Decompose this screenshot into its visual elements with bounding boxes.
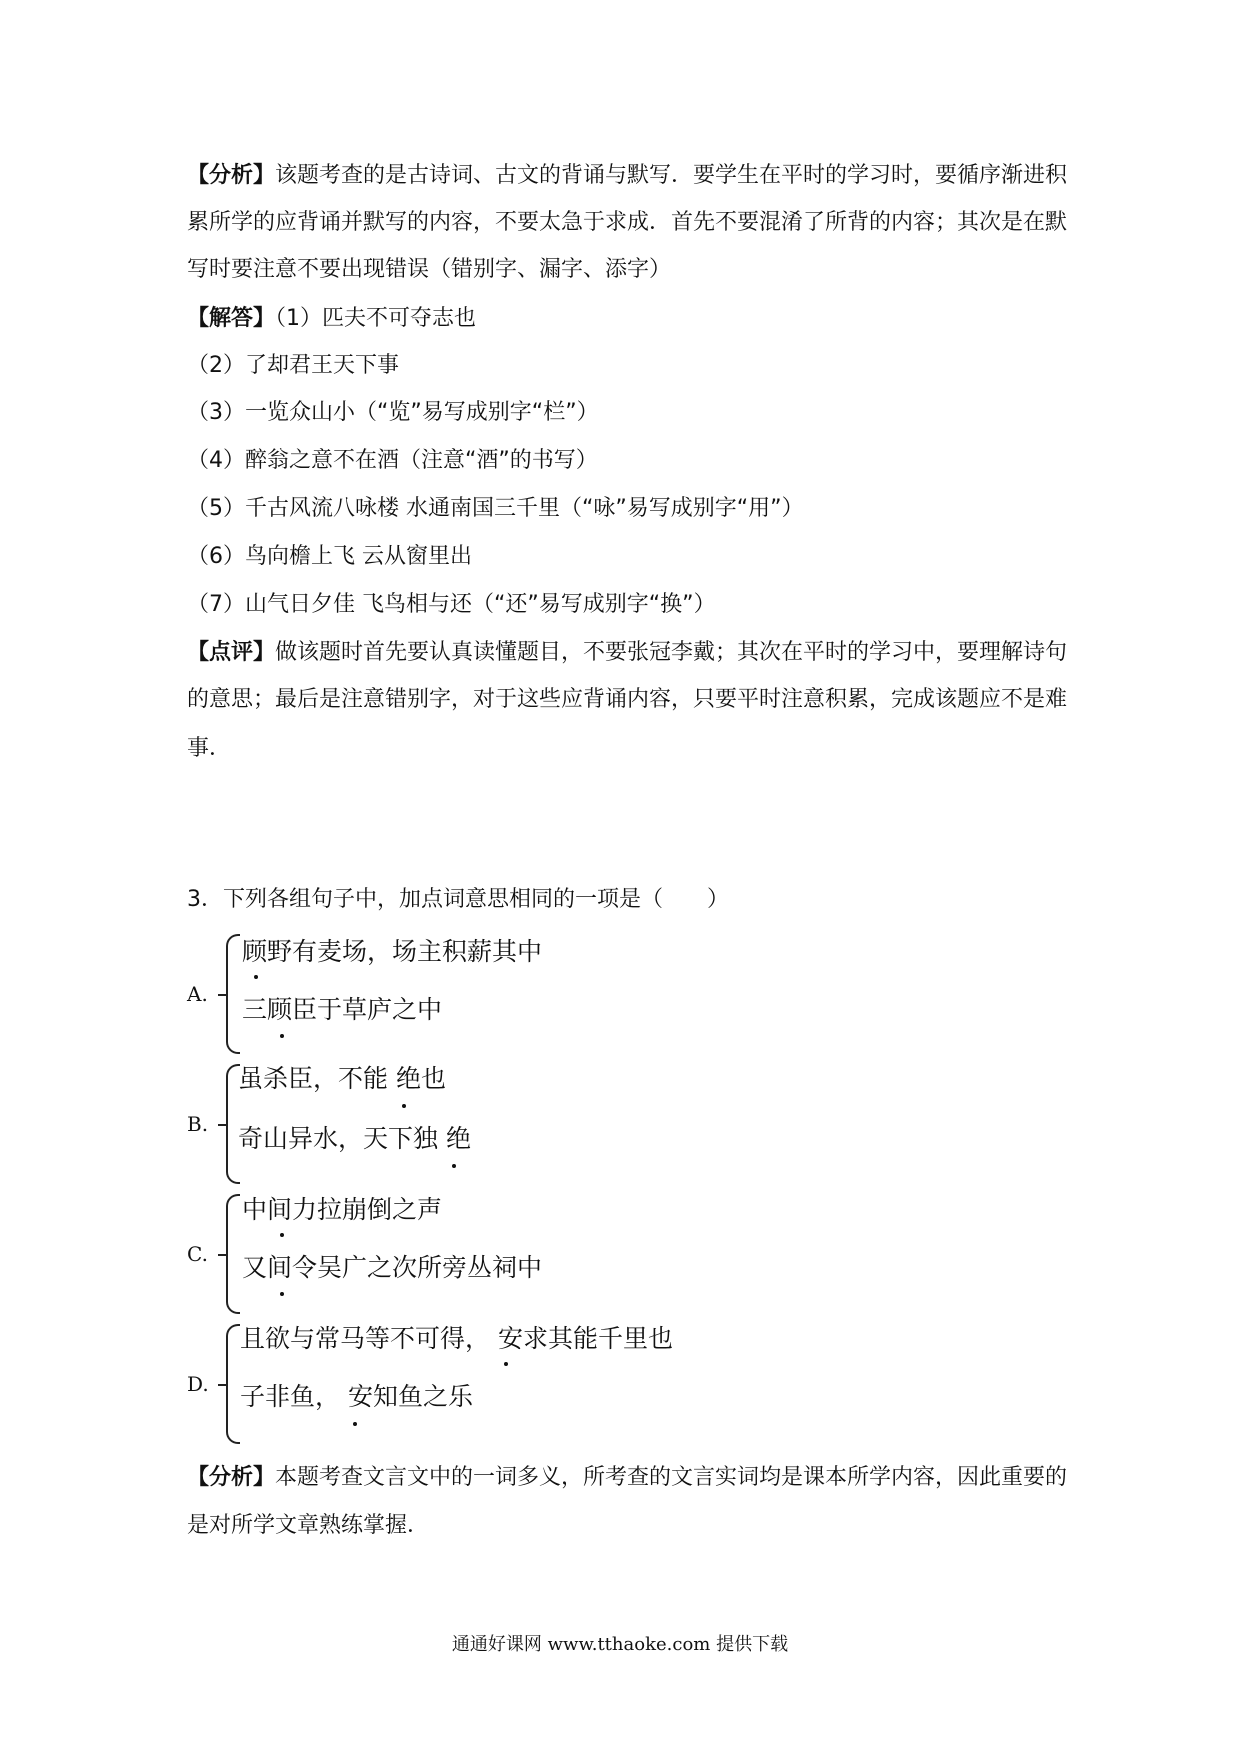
emphasis-dot (254, 975, 258, 979)
emphasis-dot (280, 1292, 284, 1296)
comment-tag: 【点评】 (187, 640, 276, 665)
analysis-tag: 【分析】 (187, 163, 276, 188)
answer-item: （3）一览众山小（“览”易写成别字“栏”） (187, 400, 599, 425)
question-stem: 3．下列各组句子中，加点词意思相同的一项是（ ） (187, 887, 729, 912)
option-d-sentence-1: 且欲与常马等不可得， 安求其能千里也 (240, 1324, 673, 1353)
emphasis-dot (353, 1422, 357, 1426)
answer-item: （6）鸟向檐上飞 云从窗里出 (187, 544, 472, 569)
analysis2-line-2: 是对所学文章熟练掌握． (187, 1513, 430, 1538)
answer-item: （5）千古风流八咏楼 水通南国三千里（“咏”易写成别字“用”） (187, 496, 804, 521)
answer-item: （2）了却君王天下事 (187, 353, 399, 378)
answer-item: （4）醉翁之意不在酒（注意“酒”的书写） (187, 448, 598, 473)
answer-text: （1）匹夫不可夺志也 (275, 306, 477, 331)
analysis-line-2: 累所学的应背诵并默写的内容，不要太急于求成．首先不要混淆了所背的内容；其次是在默 (187, 210, 1068, 235)
answer-item: （7）山气日夕佳 飞鸟相与还（“还”易写成别字“换”） (187, 592, 716, 617)
analysis2-line-1 (187, 1462, 1067, 1494)
option-d-label: D. (187, 1372, 209, 1396)
option-a-brace (226, 934, 240, 1054)
comment-text: 做该题时首先要认真读懂题目，不要张冠李戴；其次在平时的学习中，要理解诗句 (275, 640, 1068, 665)
emphasis-dot (280, 1233, 284, 1237)
comment-line-1 (187, 637, 1067, 669)
option-a-sentence-1: 顾野有麦场，场主积薪其中 (242, 937, 543, 966)
option-c-brace (226, 1194, 240, 1314)
comment-line-3: 事． (187, 736, 232, 761)
analysis-line-3: 写时要注意不要出现错误（错别字、漏字、添字） (187, 257, 672, 282)
answer-tag: 【解答】 (187, 306, 276, 331)
option-c-sentence-2: 又间令吴广之次所旁丛祠中 (242, 1253, 543, 1282)
analysis-line-1 (187, 160, 1067, 192)
analysis-text: 该题考查的是古诗词、古文的背诵与默写．要学生在平时的学习时，要循序渐进积 (275, 163, 1068, 188)
analysis2-tag: 【分析】 (187, 1465, 276, 1490)
page-footer: 通通好课网 www.tthaoke.com 提供下载 (451, 1634, 789, 1655)
emphasis-dot (280, 1034, 284, 1038)
option-b-sentence-1: 虽杀臣，不能 绝也 (238, 1064, 446, 1093)
option-d-brace (226, 1324, 240, 1444)
option-b-label: B. (187, 1112, 209, 1136)
analysis2-text: 本题考查文言文中的一词多义，所考查的文言实词均是课本所学内容，因此重要的 (275, 1465, 1068, 1490)
option-a-sentence-2: 三顾臣于草庐之中 (242, 995, 443, 1024)
option-d-sentence-2: 子非鱼， 安知鱼之乐 (240, 1382, 473, 1411)
option-b-sentence-2: 奇山异水，天下独 绝 (238, 1124, 471, 1153)
option-a-label: A. (187, 982, 208, 1006)
option-c-label: C. (187, 1242, 208, 1266)
emphasis-dot (452, 1164, 456, 1168)
option-c-sentence-1: 中间力拉崩倒之声 (242, 1195, 443, 1224)
comment-line-2: 的意思；最后是注意错别字，对于这些应背诵内容，只要平时注意积累，完成该题应不是难 (187, 687, 1068, 712)
answer-line-1 (187, 303, 1067, 335)
emphasis-dot (402, 1104, 406, 1108)
emphasis-dot (504, 1362, 508, 1366)
